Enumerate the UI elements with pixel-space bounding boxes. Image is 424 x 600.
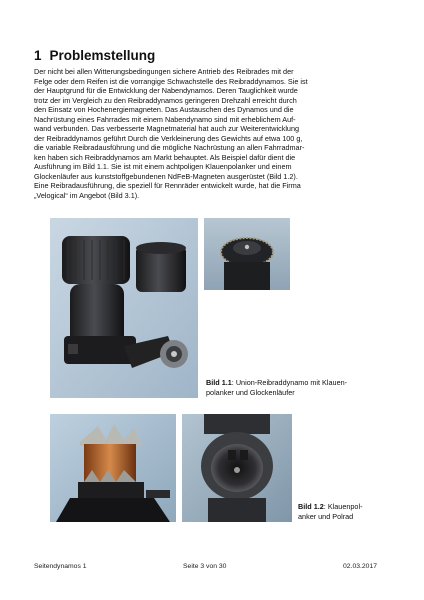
caption-label: Bild 1.1 [206, 378, 232, 387]
caption-text-continued: polanker und Glockenläufer [206, 388, 295, 397]
footer-page-number: Seite 3 von 30 [183, 563, 227, 570]
photo-dynamo-top [204, 218, 290, 290]
caption-text: : Klauenpol- [323, 502, 363, 511]
footer-left: Seitendynamos 1 [34, 563, 87, 570]
body-line: die variable Reibradausführung und die mögliche Nachrüstung an allen Fahrradmar- [34, 143, 305, 152]
section-title: Problemstellung [49, 48, 156, 63]
section-heading [34, 48, 155, 63]
section-number: 1 [34, 48, 42, 63]
body-line: Eine Reibradausführung, die speziell für Rennräder entwickelt wurde, hat die Firma [34, 181, 301, 190]
photo-pole-wheel [182, 414, 292, 522]
body-line: Ausführung im Bild 1.1. Sie ist mit einem achtpoligen Klauenpolanker und einem [34, 162, 292, 171]
body-line: Nachrüstung eines Fahrrades mit einem Nabendynamo sind mit erheblichem Auf- [34, 114, 296, 124]
body-line: Der nicht bei allen Witterungsbedingungen sichere Antrieb des Reibrades mit der [34, 67, 294, 76]
body-line: Glockenläufer aus kunststoffgebundenen NdFeB-Magneten ausgerüstet (Bild 1.2). [34, 171, 298, 181]
caption-bild-1-2 [298, 502, 363, 522]
caption-text: : Union-Reibraddynamo mit Klauen- [231, 378, 348, 387]
body-line: Felge oder dem Reifen ist die vorrangige Schwachstelle des Reibraddynamos. Sie ist [34, 76, 308, 86]
caption-bild-1-1 [206, 378, 347, 398]
photo-claw-pole-armature [50, 414, 176, 522]
photo-dynamo-with-cap [50, 218, 198, 398]
body-line: der Reibraddynamos geführt Durch die Verkleinerung des Gewichts auf etwa 100 g, [34, 133, 303, 143]
body-line: wand verbunden. Das verbesserte Magnetmaterial hat auch zur Weiterentwicklung [34, 124, 300, 133]
footer-date: 02.03.2017 [343, 563, 378, 570]
body-paragraph [34, 67, 394, 200]
body-line: trotz der im Vergleich zu den Reibraddynamos geringeren Drehzahl erreicht durch [34, 95, 297, 105]
body-line: den Einsatz von Hochenergiemagneten. Das Austauschen des Dynamos und die [34, 105, 294, 114]
body-line: der Hauptgrund für die Entwicklung der Nabendynamos. Deren Tauglichkeit wurde [34, 86, 298, 95]
body-line: „Velogical“ im Angebot (Bild 3.1). [34, 190, 140, 200]
caption-text-continued: anker und Polrad [298, 512, 354, 521]
caption-label: Bild 1.2 [298, 502, 324, 511]
body-line: ken haben sich Reibraddynamos am Markt behauptet. Als Beispiel dafür dient die [34, 152, 296, 162]
